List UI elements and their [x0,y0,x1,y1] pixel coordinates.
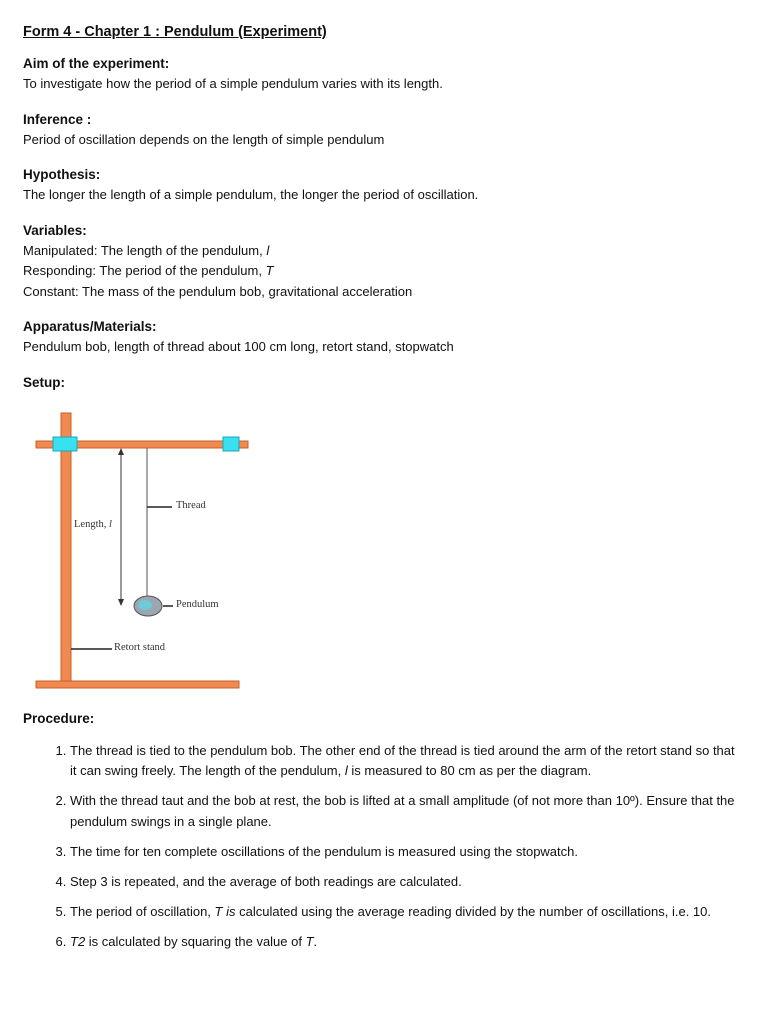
procedure-step-5: 5. The period of oscillation, T is calculated using the average reading divided by the number of oscillations, i.e. 10. [70,902,743,923]
retort-stand-base [36,681,239,688]
setup-section [23,373,743,691]
inference-text: Period of oscillation depends on the length of simple pendulum [23,131,385,147]
aim-heading: Aim of the experiment: [23,56,170,71]
retort-stand-rod [61,413,71,687]
hypothesis-heading: Hypothesis: [23,167,101,182]
clamp-right [223,437,239,451]
inference-section [23,110,743,151]
procedure-step-1: 1. The thread is tied to the pendulum bob. The other end of the thread is tied around the arm of the retort stand so that it can swing freely. The length of the pendulum, l is measured to 80 cm as per the diagram. [70,741,743,782]
apparatus-text: Pendulum bob, length of thread about 100 cm long, retort stand, stopwatch [23,339,454,354]
variable-constant: Constant: The mass of the pendulum bob, gravitational acceleration [23,283,413,299]
clamp-left [53,437,77,451]
thread-label: Thread [176,499,206,511]
procedure-step-2: 2. With the thread taut and the bob at rest, the bob is lifted at a small amplitude (of not more than 10º). Ensure that the pendulum swings in a single plane. [70,791,743,832]
procedure-heading: Procedure: [23,710,95,726]
document-page [23,22,743,967]
procedure-step-4: 4. Step 3 is repeated, and the average of both readings are calculated. [70,872,743,893]
length-arrow-head-bottom [118,599,124,606]
procedure-list [23,741,743,953]
aim-section [23,54,743,95]
length-label: Length, l [74,518,112,530]
pendulum-setup-diagram [23,401,263,691]
apparatus-section [23,317,743,358]
variables-heading: Variables: [23,222,87,238]
procedure-step-6: 6. T2 is calculated by squaring the value of T. [70,932,743,953]
procedure-section [23,709,743,953]
pendulum-label: Pendulum [176,598,219,610]
apparatus-heading: Apparatus/Materials: [23,319,157,334]
variable-responding: Responding: The period of the pendulum, T [23,263,274,278]
aim-text: To investigate how the period of a simple pendulum varies with its length. [23,76,443,91]
page-title: Form 4 - Chapter 1 : Pendulum (Experiment) [23,24,327,40]
bob-highlight [138,600,152,610]
hypothesis-text: The longer the length of a simple pendulum, the longer the period of oscillation. [23,187,479,202]
setup-heading: Setup: [23,374,65,390]
inference-heading: Inference : [23,111,92,127]
retort-stand-label: Retort stand [114,641,166,653]
hypothesis-section [23,165,743,206]
variable-manipulated: Manipulated: The length of the pendulum, l [23,242,270,258]
length-arrow-head-top [118,448,124,455]
variables-section [23,221,743,303]
procedure-step-3: 3. The time for ten complete oscillations of the pendulum is measured using the stopwatch. [70,842,743,863]
